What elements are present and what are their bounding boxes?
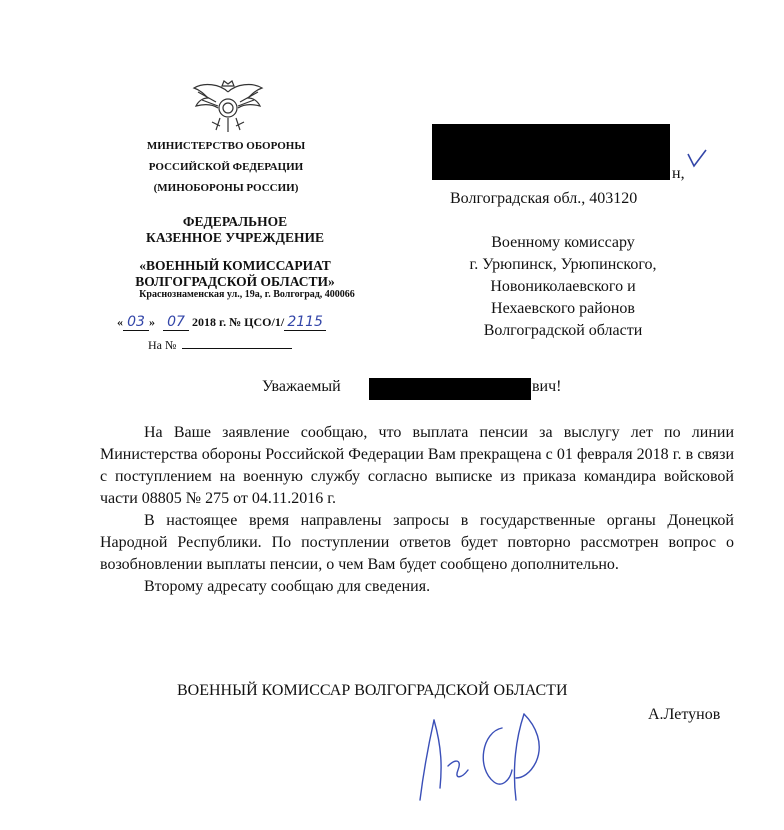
institution-line: ФЕДЕРАЛЬНОЕ — [182, 214, 288, 229]
double-headed-eagle-emblem-icon — [190, 78, 266, 136]
address-tail: н, — [672, 165, 685, 182]
recipient-line: Нехаевского районов — [491, 300, 635, 317]
recipient-line: Волгоградской области — [483, 322, 643, 339]
ref-year-text: 2018 г. № ЦСО/1/ — [192, 315, 285, 329]
incoming-reference: На № — [148, 338, 292, 353]
second-recipient — [418, 232, 708, 342]
body-paragraph: На Ваше заявление сообщаю, что выплата пенсии за выслугу лет по линии Министерства обороны Российской Федерации Вам прекращена с 01 февраля 2018 г. в связи с поступлением на военную службу согласно выписке из приказа командира войсковой части 08805 № 275 от 04.11.2016 г. — [100, 424, 734, 507]
salutation-suffix: вич! — [532, 378, 562, 395]
recipient-city-line: Волгоградская обл., 403120 — [450, 190, 638, 207]
ministry-name — [120, 136, 332, 199]
handwritten-ref-number: 2115 — [284, 314, 326, 331]
recipient-line: Военному комиссару — [491, 234, 635, 251]
commissariat-line: ВОЛГОГРАДСКОЙ ОБЛАСТИ» — [135, 274, 335, 289]
ministry-line: МИНИСТЕРСТВО ОБОРОНЫ — [146, 140, 306, 152]
handwritten-day: 03 — [123, 314, 149, 331]
handwritten-month: 07 — [163, 314, 189, 331]
signer-name: А.Летунов — [648, 706, 721, 723]
commissariat-line: «ВОЕННЫЙ КОМИССАРИАТ — [139, 258, 331, 273]
sender-address: Краснознаменская ул., 19а, г. Волгоград, 400066 — [139, 289, 355, 300]
ministry-line: РОССИЙСКОЙ ФЕДЕРАЦИИ — [148, 161, 304, 173]
handwritten-check-mark-icon — [686, 148, 710, 170]
letter-body — [100, 422, 734, 598]
redacted-addressee-name — [369, 378, 531, 400]
incoming-reference-blank — [182, 348, 292, 349]
signer-title: ВОЕННЫЙ КОМИССАР ВОЛГОГРАДСКОЙ ОБЛАСТИ — [177, 682, 568, 699]
outgoing-reference: « 03 » 07 2018 г. № ЦСО/1/ 2115 — [117, 314, 326, 331]
salutation-prefix: Уважаемый — [262, 378, 341, 395]
recipient-line: Новониколаевского и — [490, 278, 636, 295]
institution-name — [90, 214, 380, 290]
ministry-line: (МИНОБОРОНЫ РОССИИ) — [153, 182, 299, 194]
body-paragraph: В настоящее время направлены запросы в государственные органы Донецкой Народной Республики. По поступлении ответов будет повторно рассмотрен вопрос о возобновлении выплаты пенсии, о чем Вам будет сообщено дополнительно. — [100, 512, 734, 573]
redacted-recipient-address — [432, 124, 670, 180]
institution-line: КАЗЕННОЕ УЧРЕЖДЕНИЕ — [146, 230, 324, 245]
recipient-line: г. Урюпинск, Урюпинского, — [469, 256, 657, 273]
body-paragraph: Второму адресату сообщаю для сведения. — [144, 578, 431, 595]
handwritten-signature-icon — [412, 708, 562, 808]
